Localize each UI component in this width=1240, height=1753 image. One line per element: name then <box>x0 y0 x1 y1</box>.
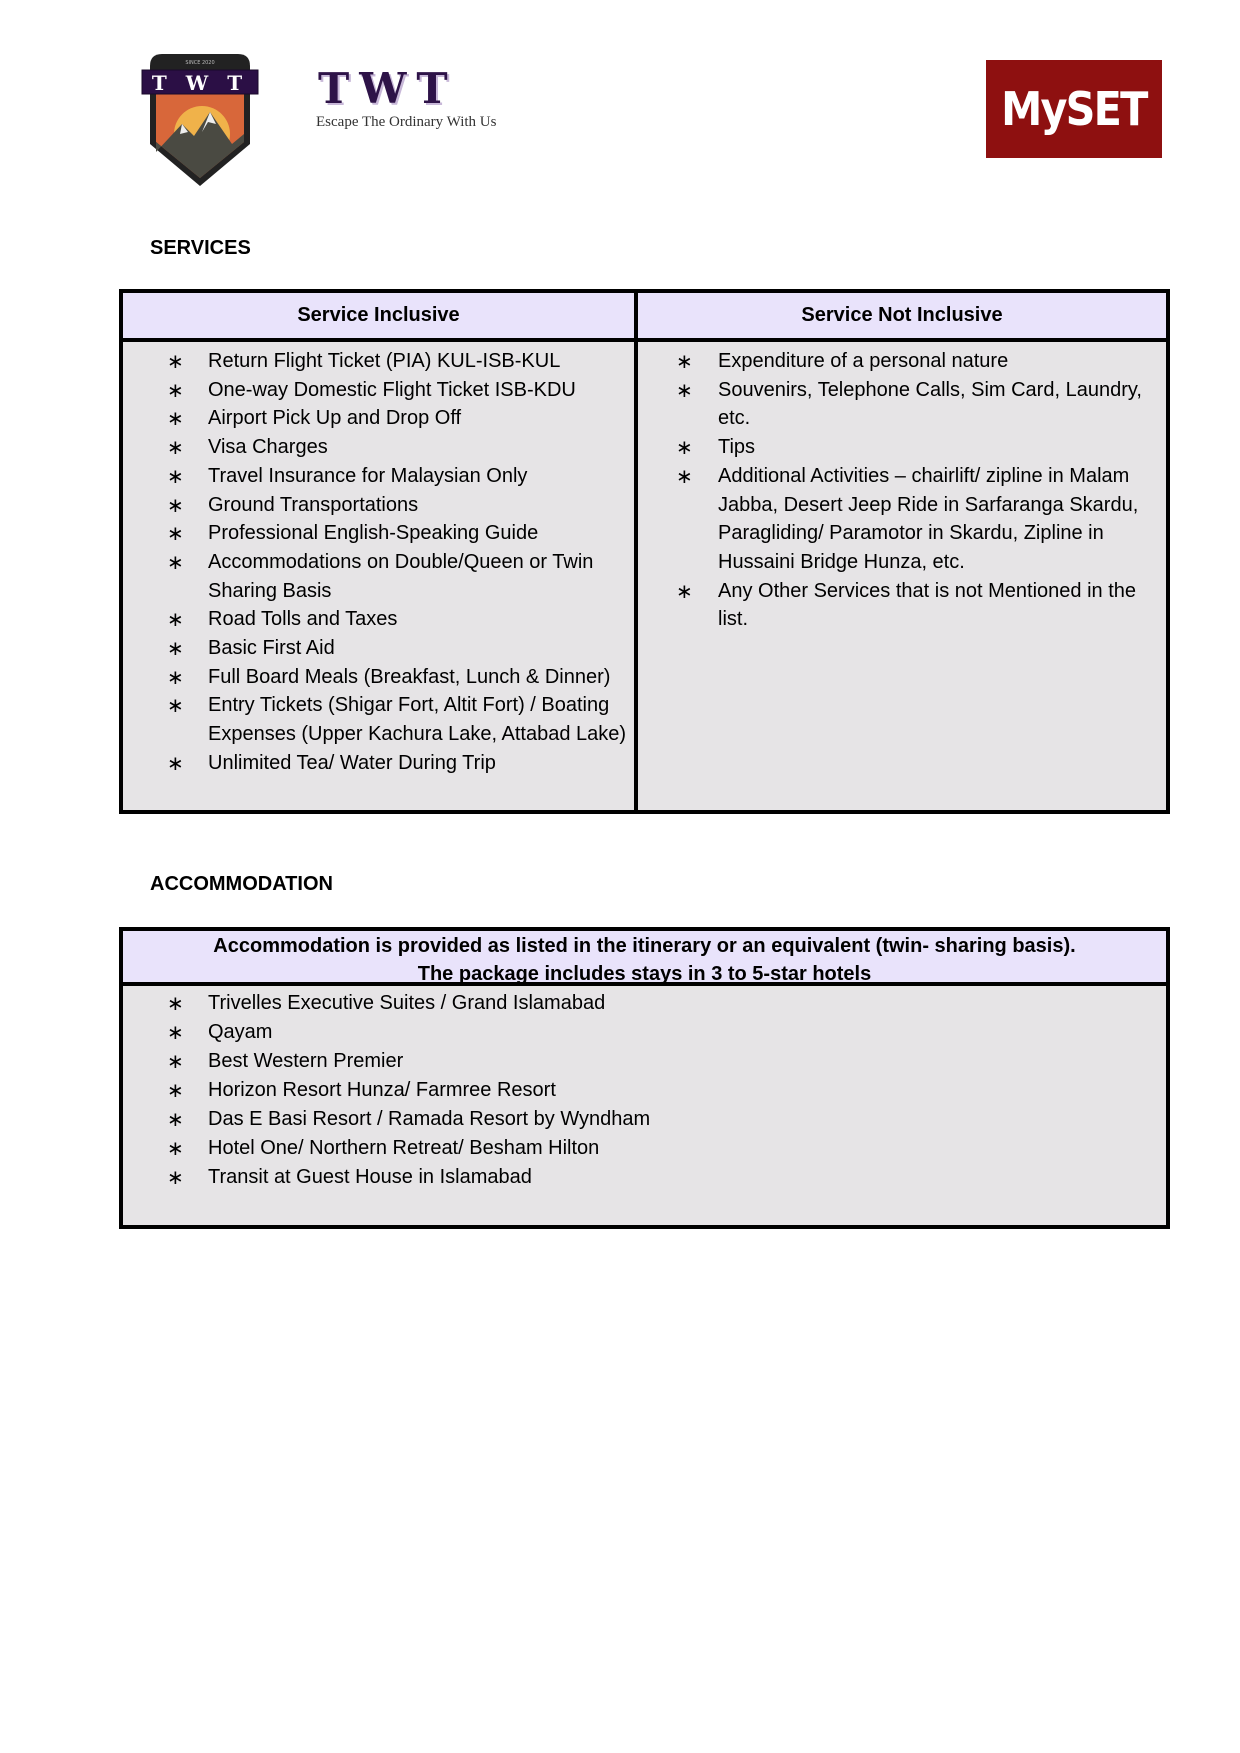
not-inclusive-item-text: Any Other Services that is not Mentioned in the list. <box>718 579 1136 631</box>
asterisk-bullet-icon: ∗ <box>676 379 693 402</box>
asterisk-bullet-icon: ∗ <box>676 580 693 603</box>
asterisk-bullet-icon: ∗ <box>167 465 184 488</box>
inclusive-item-text: Accommodations on Double/Queen or Twin Sharing Basis <box>208 550 594 602</box>
hotel-item <box>123 1134 1166 1163</box>
service-inclusive-header: Service Inclusive <box>123 293 634 342</box>
hotel-item-text: Das E Basi Resort / Ramada Resort by Wyndham <box>208 1108 651 1130</box>
hotel-item <box>123 1018 1166 1047</box>
hotel-item-text: Qayam <box>208 1021 273 1043</box>
service-not-inclusive-list <box>638 342 1166 634</box>
accommodation-heading: ACCOMMODATION <box>150 873 333 895</box>
hotel-item-text: Trivelles Executive Suites / Grand Islamabad <box>208 992 606 1014</box>
asterisk-bullet-icon: ∗ <box>167 437 184 460</box>
asterisk-bullet-icon: ∗ <box>167 1051 184 1073</box>
asterisk-bullet-icon: ∗ <box>167 551 184 574</box>
inclusive-item-text: One-way Domestic Flight Ticket ISB-KDU <box>208 378 576 401</box>
hotel-item-text: Hotel One/ Northern Retreat/ Besham Hilton <box>208 1137 600 1159</box>
service-not-inclusive-column <box>638 293 1166 810</box>
inclusive-item-text: Road Tolls and Taxes <box>208 608 398 631</box>
asterisk-bullet-icon: ∗ <box>676 351 693 373</box>
accommodation-list <box>123 986 1166 1192</box>
hotel-item <box>123 1163 1166 1192</box>
asterisk-bullet-icon: ∗ <box>167 993 184 1015</box>
inclusive-item <box>123 376 634 405</box>
inclusive-item-text: Ground Transportations <box>208 493 419 516</box>
inclusive-item-text: Return Flight Ticket (PIA) KUL-ISB-KUL <box>208 350 561 372</box>
asterisk-bullet-icon: ∗ <box>167 1022 184 1044</box>
brand-title: TWT <box>318 64 458 113</box>
hotel-item-text: Transit at Guest House in Islamabad <box>208 1166 532 1188</box>
inclusive-item-text: Airport Pick Up and Drop Off <box>208 407 462 430</box>
hotel-item <box>123 1105 1166 1134</box>
not-inclusive-item <box>638 347 1166 376</box>
twt-brand <box>318 66 496 131</box>
inclusive-item <box>123 347 634 376</box>
hotel-item <box>123 1076 1166 1105</box>
inclusive-item <box>123 691 634 748</box>
inclusive-item <box>123 634 634 663</box>
svg-text:T W T: T W T <box>151 71 249 95</box>
asterisk-bullet-icon: ∗ <box>167 1138 184 1160</box>
service-not-inclusive-header: Service Not Inclusive <box>638 293 1166 342</box>
asterisk-bullet-icon: ∗ <box>167 1080 184 1102</box>
asterisk-bullet-icon: ∗ <box>676 465 693 488</box>
inclusive-item <box>123 433 634 462</box>
asterisk-bullet-icon: ∗ <box>167 1167 184 1189</box>
inclusive-item-text: Professional English-Speaking Guide <box>208 522 539 545</box>
services-heading: SERVICES <box>150 237 251 259</box>
asterisk-bullet-icon: ∗ <box>167 408 184 431</box>
inclusive-item-text: Visa Charges <box>208 436 328 459</box>
twt-badge-logo <box>132 52 268 188</box>
asterisk-bullet-icon: ∗ <box>167 609 184 632</box>
asterisk-bullet-icon: ∗ <box>167 379 184 402</box>
asterisk-bullet-icon: ∗ <box>167 494 184 517</box>
inclusive-item <box>123 404 634 433</box>
accommodation-table <box>119 927 1170 1229</box>
inclusive-item <box>123 548 634 605</box>
hotel-item <box>123 989 1166 1018</box>
services-table <box>119 289 1170 814</box>
hotel-item-text: Horizon Resort Hunza/ Farmree Resort <box>208 1079 556 1101</box>
not-inclusive-item-text: Souvenirs, Telephone Calls, Sim Card, Laundry, etc. <box>718 378 1142 430</box>
asterisk-bullet-icon: ∗ <box>167 666 184 689</box>
service-inclusive-list <box>123 342 634 778</box>
asterisk-bullet-icon: ∗ <box>167 752 184 775</box>
inclusive-item <box>123 605 634 634</box>
inclusive-item-text: Entry Tickets (Shigar Fort, Altit Fort) / Boating Expenses (Upper Kachura Lake, Attabad Lake) <box>208 694 627 746</box>
mountain-badge-icon <box>132 52 268 188</box>
asterisk-bullet-icon: ∗ <box>167 638 184 661</box>
inclusive-item <box>123 519 634 548</box>
inclusive-item-text: Unlimited Tea/ Water During Trip <box>208 751 496 774</box>
inclusive-item <box>123 491 634 520</box>
inclusive-item <box>123 749 634 778</box>
hotel-item-text: Best Western Premier <box>208 1050 404 1072</box>
not-inclusive-item <box>638 433 1166 462</box>
asterisk-bullet-icon: ∗ <box>167 1109 184 1131</box>
asterisk-bullet-icon: ∗ <box>676 437 693 460</box>
not-inclusive-item-text: Tips <box>718 436 756 459</box>
accommodation-note-line-1: Accommodation is provided as listed in the itinerary or an equivalent (twin- sharing basis). <box>213 935 1076 957</box>
hotel-item <box>123 1047 1166 1076</box>
svg-text:SINCE 2020: SINCE 2020 <box>185 60 215 66</box>
asterisk-bullet-icon: ∗ <box>167 695 184 718</box>
brand-tagline: Escape The Ordinary With Us <box>316 114 497 130</box>
inclusive-item <box>123 663 634 692</box>
myset-logo-text: MySET <box>1001 82 1147 136</box>
accommodation-note-line-2: The package includes stays in 3 to 5-star hotels <box>417 963 872 985</box>
not-inclusive-item <box>638 376 1166 433</box>
inclusive-item-text: Travel Insurance for Malaysian Only <box>208 464 528 487</box>
not-inclusive-item <box>638 577 1166 634</box>
not-inclusive-item <box>638 462 1166 577</box>
inclusive-item-text: Basic First Aid <box>208 637 335 660</box>
not-inclusive-item-text: Expenditure of a personal nature <box>718 350 1009 372</box>
inclusive-item-text: Full Board Meals (Breakfast, Lunch & Dinner) <box>208 665 611 688</box>
accommodation-note <box>123 931 1166 986</box>
inclusive-item <box>123 462 634 491</box>
not-inclusive-item-text: Additional Activities – chairlift/ zipline in Malam Jabba, Desert Jeep Ride in Sarfaranga Skardu, Paragliding/ Paramotor in Skardu, Zipline in Hussaini Bridge Hunza, etc. <box>718 464 1139 573</box>
asterisk-bullet-icon: ∗ <box>167 523 184 546</box>
asterisk-bullet-icon: ∗ <box>167 351 184 373</box>
myset-logo <box>986 60 1162 158</box>
service-inclusive-column <box>123 293 638 810</box>
